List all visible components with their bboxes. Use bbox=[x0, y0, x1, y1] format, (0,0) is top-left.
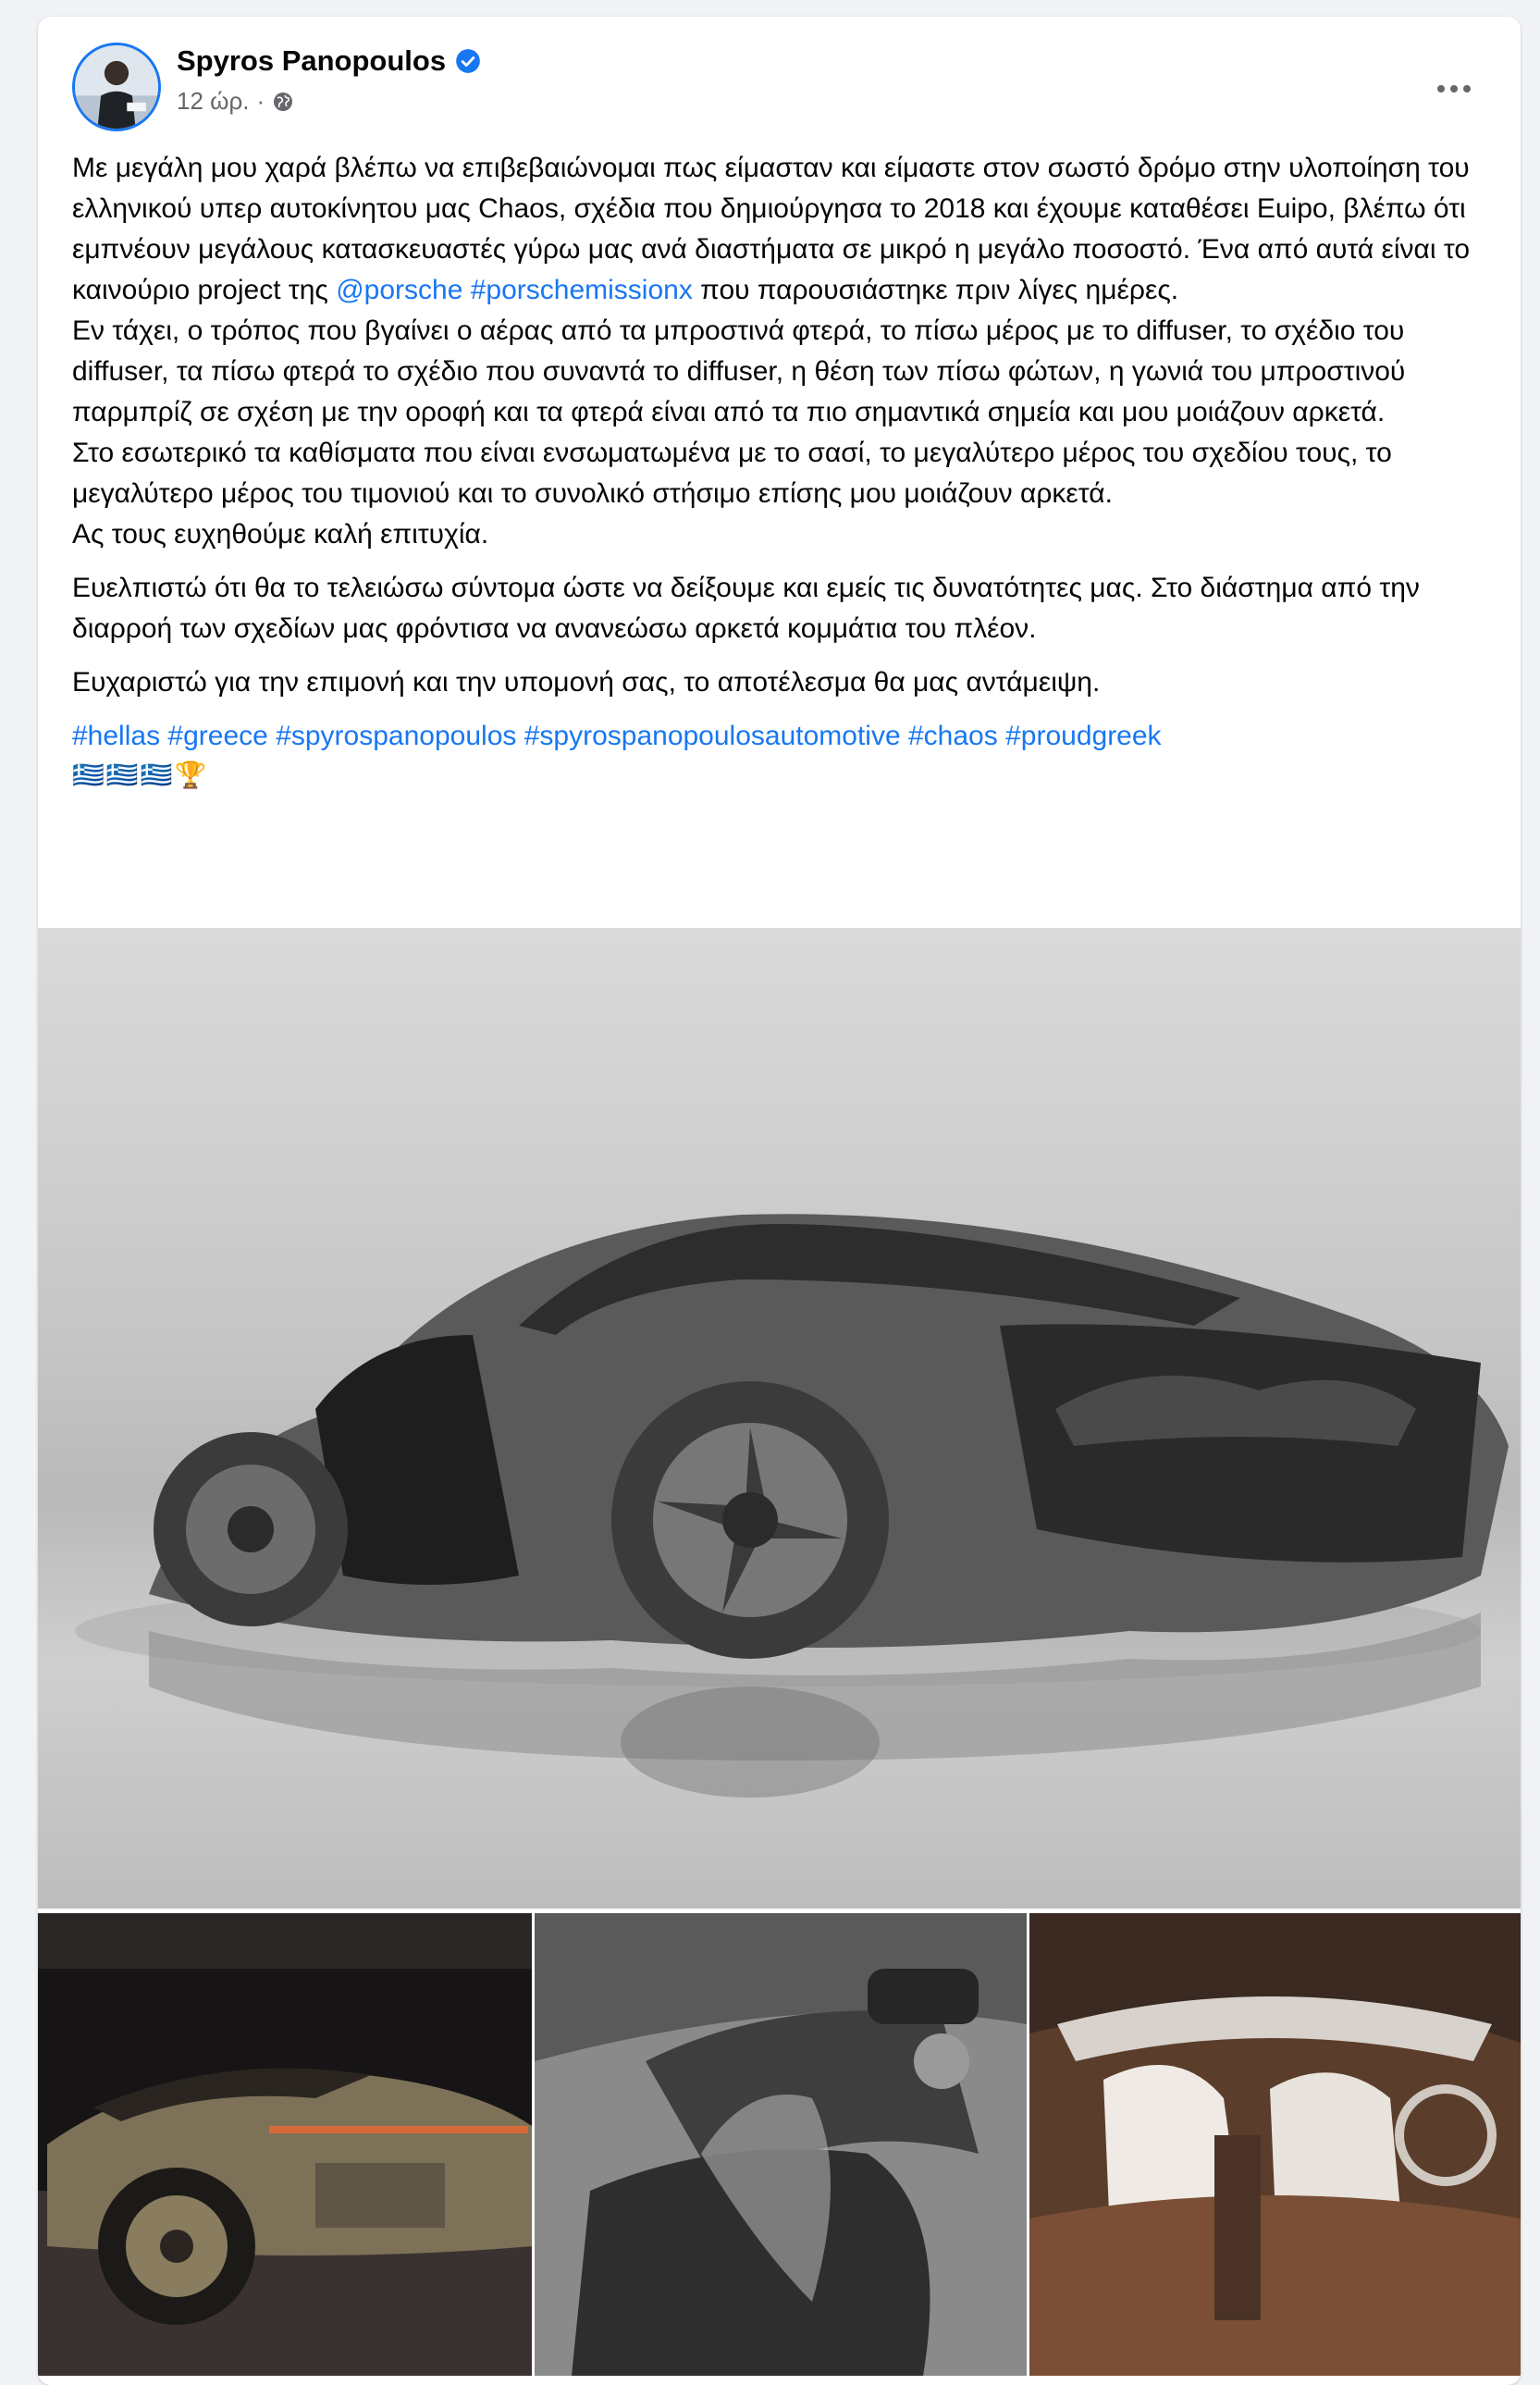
post-meta bbox=[177, 87, 294, 116]
car-render-illustration bbox=[38, 928, 1521, 1909]
hashtag-link[interactable]: #greece bbox=[167, 721, 268, 751]
hashtag-link[interactable]: #porschemissionx bbox=[470, 275, 693, 305]
mention-link[interactable]: @porsche bbox=[336, 275, 463, 305]
hashtag-link[interactable]: #spyrospanopoulos bbox=[276, 721, 517, 751]
chaos-interior-photo[interactable] bbox=[535, 1913, 1027, 2376]
interior-illustration bbox=[535, 1913, 1027, 2376]
hashtag-link[interactable]: #hellas bbox=[72, 721, 161, 751]
paragraph-2: Ευελπιστώ ότι θα το τελειώσω σύντομα ώστε να δείξουμε και εμείς τις δυνατότητες μας. Στο διάστημα από την διαρροή των σχεδίων μας φρόντισα να ανανεώσω αρκετά κομμάτια του πλέον. bbox=[72, 573, 1420, 644]
paragraph-3: Ευχαριστώ για την επιμονή και την υπομονή σας, το αποτέλεσμα θα μας αντάμειψη. bbox=[72, 667, 1101, 698]
paragraph-1: Με μεγάλη μου χαρά βλέπω να επιβεβαιώνομαι πως είμασταν και είμαστε στον σωστό δρόμο στην υλοποίηση του ελληνικού υπερ αυτοκίνητου μας Chaos, σχέδια που δημιούργησα το 2018 και έχουμε καταθέσει Euipo, βλέπω ότι εμπνέουν μεγάλους κατασκευαστές γύρω μας ανά διαστήματα σε μικρό η μεγάλο ποσοστό. Ένα από αυτά είναι το καινούριο project της @porsche #porschemissionx που παρουσιάστηκε πριν λίγες ημέρες. Εν τάχει, ο τρόπος που βγαίνει ο αέρας από τα μπροστινά φτερά, το πίσω μέρος με το diffuser, το σχέδιο του diffuser, τα πίσω φτερά το σχέδιο που συναντά το diffuser, η θέση των πίσω φώτων, η γωνιά του μπροστινού παρμπρίζ σε σχέση με την οροφή και τα φτερά είναι από τα πιο σημαντικά σημεία και μου μοιάζουν αρκετά. Στο εσωτερικό τα καθίσματα που είναι ενσωματωμένα με το σασί, το μεγαλύτερο μέρος του σχεδίου τους, το μεγαλύτερο μέρος του τιμονιού και το συνολικό στήσιμο επίσης μου μοιάζουν αρκετά. Ας τους ευχηθούμε καλή επιτυχία. bbox=[72, 153, 1471, 550]
author-avatar[interactable] bbox=[72, 43, 161, 131]
main-car-photo[interactable] bbox=[38, 928, 1521, 1909]
meta-separator: · bbox=[256, 87, 265, 115]
brown-interior-illustration bbox=[1029, 1913, 1521, 2376]
author-name-row bbox=[177, 44, 481, 78]
post-timestamp[interactable]: 12 ώρ. bbox=[177, 87, 250, 115]
post-header bbox=[38, 17, 1521, 128]
hashtag-link[interactable]: #spyrospanopoulosautomotive bbox=[524, 721, 901, 751]
author-name[interactable]: Spyros Panopoulos bbox=[177, 44, 447, 77]
more-options-icon bbox=[1437, 85, 1445, 93]
hashtag-link[interactable]: #chaos bbox=[908, 721, 998, 751]
post-text bbox=[72, 148, 1492, 807]
post-card bbox=[38, 17, 1521, 2385]
porsche-interior-photo[interactable] bbox=[1029, 1913, 1521, 2376]
emoji-line: 🇬🇷🇬🇷🇬🇷🏆 bbox=[72, 760, 209, 789]
verified-badge-icon bbox=[455, 48, 481, 74]
avatar-photo bbox=[75, 45, 158, 129]
globe-icon[interactable] bbox=[272, 91, 294, 113]
hashtag-line bbox=[72, 716, 1492, 757]
porsche-side-photo[interactable] bbox=[38, 1913, 532, 2376]
hashtag-link[interactable]: #proudgreek bbox=[1005, 721, 1162, 751]
porsche-photo-illustration bbox=[38, 1913, 532, 2376]
more-options-button[interactable] bbox=[1426, 70, 1482, 107]
